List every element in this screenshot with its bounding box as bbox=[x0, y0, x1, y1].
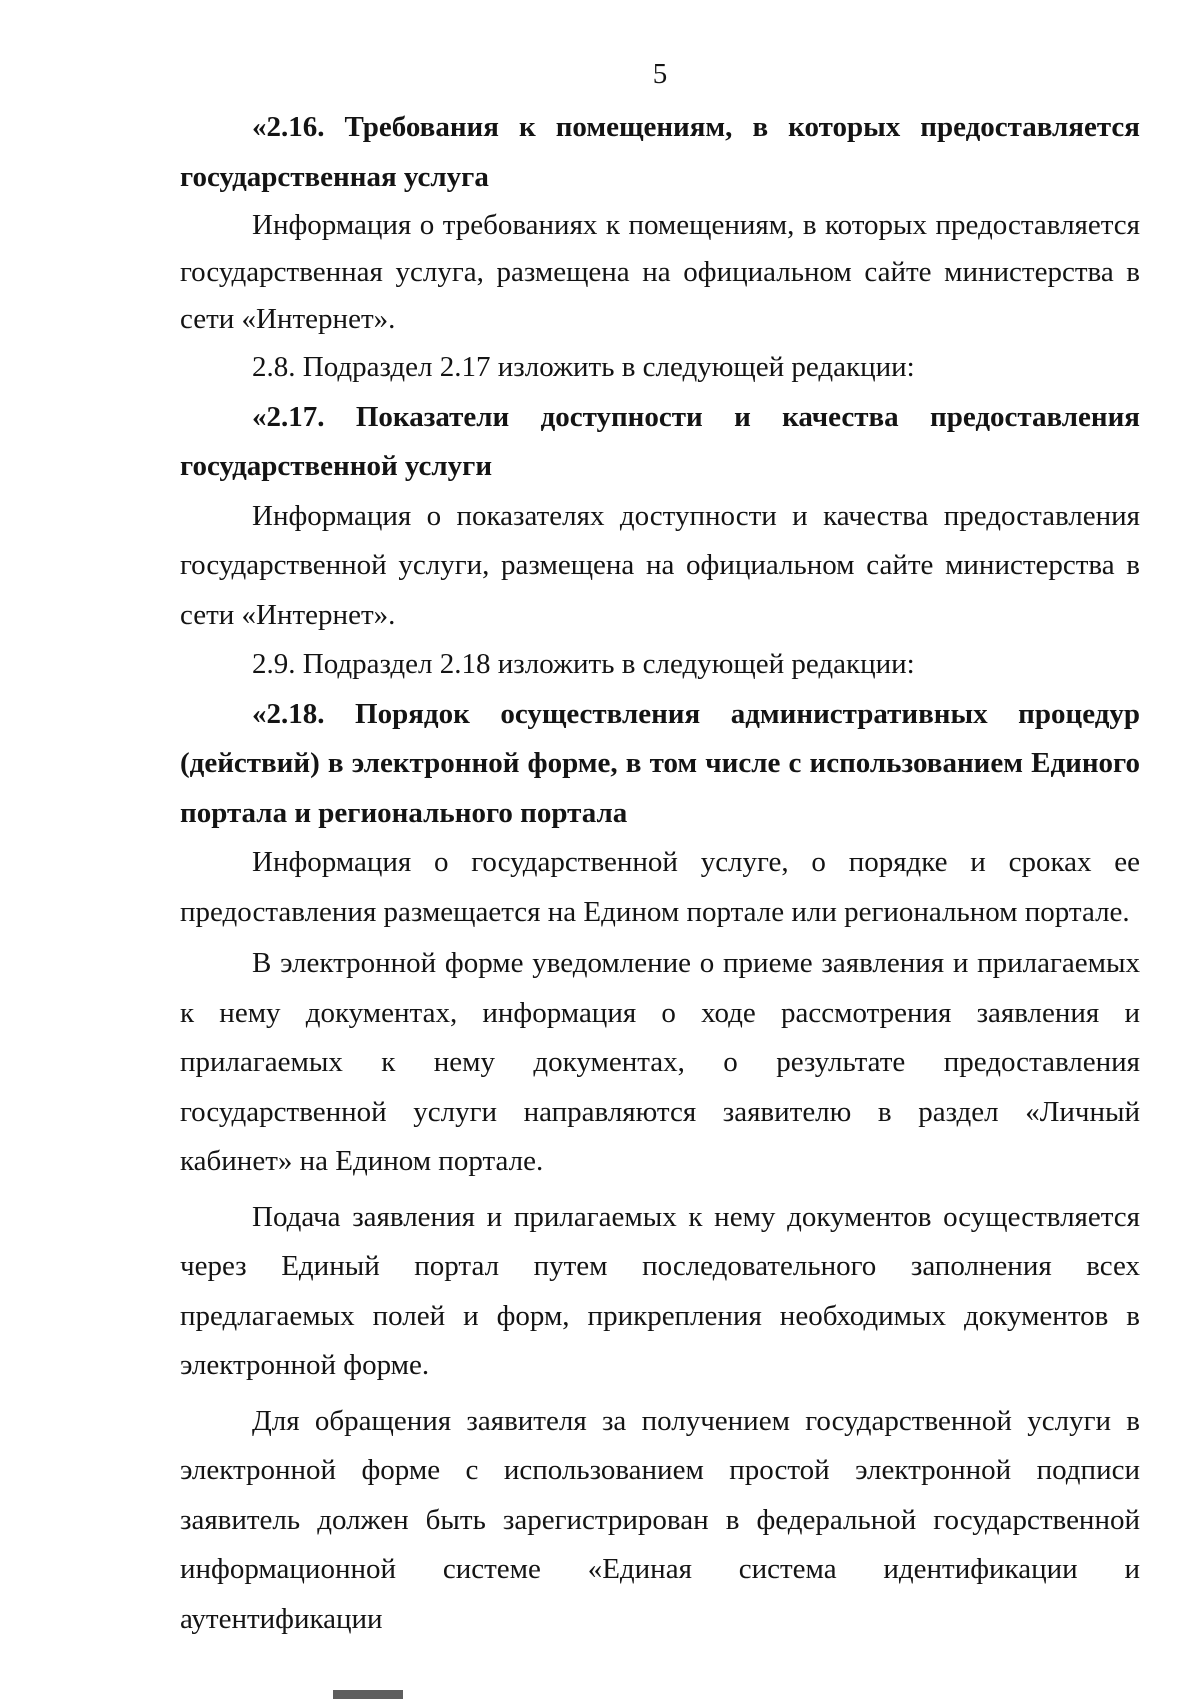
paragraph-2-8-amendment: 2.8. Подраздел 2.17 изложить в следующей редакции: bbox=[252, 351, 915, 383]
paragraph-2-17-info: Информация о показателях доступности и качества предоставления государственной услуги, размещена на официальном сайте министерства в сети «Интернет». bbox=[180, 499, 1140, 631]
paragraph-2-9-amendment: 2.9. Подраздел 2.18 изложить в следующей редакции: bbox=[252, 648, 915, 680]
page-number: 5 bbox=[652, 58, 668, 90]
paragraph-application-submission: Подача заявления и прилагаемых к нему документов осуществляется через Единый портал путем последовательного заполнения всех предлагаемых полей и форм, прикрепления необходимых документов в электронной форме. bbox=[180, 1200, 1140, 1381]
paragraph-2-18-info: Информация о государственной услуге, о порядке и сроках ее предоставления размещается на Едином портале или региональном портале. bbox=[180, 846, 1140, 928]
bottom-edge-mark bbox=[333, 1690, 403, 1699]
paragraph-2-16-info: Информация о требованиях к помещениям, в которых предоставляется государственная услуга, размещена на официальном сайте министерства в сети «Интернет». bbox=[180, 209, 1140, 335]
paragraph-simple-signature: Для обращения заявителя за получением государственной услуги в электронной форме с использованием простой электронной подписи заявитель должен быть зарегистрирован в федеральной государственной информационной системе «Единая система идентификации и аутентификации bbox=[180, 1404, 1140, 1635]
paragraph-electronic-notification: В электронной форме уведомление о приеме заявления и прилагаемых к нему документах, информация о ходе рассмотрения заявления и прилагаемых к нему документах, о результате предоставления государственной услуги направляются заявителю в раздел «Личный кабинет» на Едином портале. bbox=[180, 947, 1140, 1177]
section-heading-2-16: «2.16. Требования к помещениям, в которых предоставляется государственная услуга bbox=[180, 111, 1140, 193]
section-heading-2-18: «2.18. Порядок осуществления административных процедур (действий) в электронной форме, в том числе с использованием Единого портала и регионального портала bbox=[180, 697, 1140, 829]
document-body bbox=[180, 103, 1140, 1644]
section-heading-2-17: «2.17. Показатели доступности и качества предоставления государственной услуги bbox=[180, 400, 1140, 482]
